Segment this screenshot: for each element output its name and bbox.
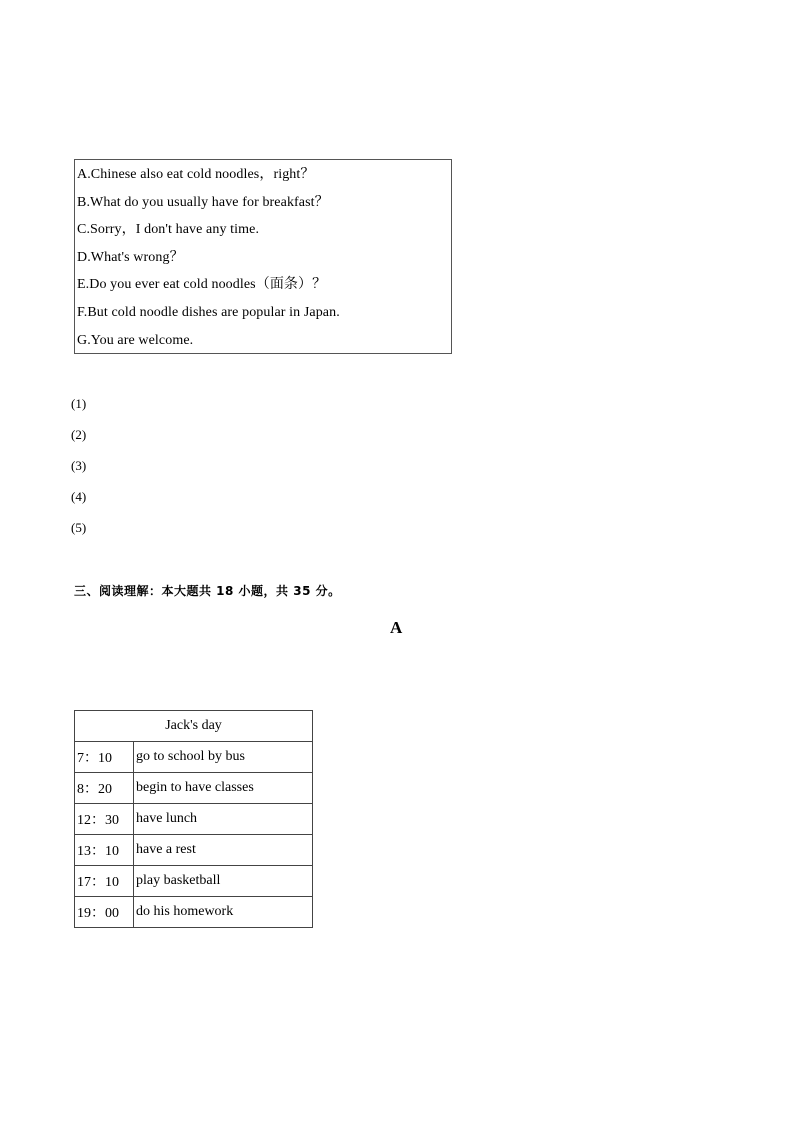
option-c: C.Sorry，I don't have any time.	[77, 222, 260, 238]
schedule-title: Jack's day	[75, 711, 313, 742]
option-d: D.What's wrong？	[77, 249, 184, 265]
option-g: G.You are welcome.	[77, 332, 194, 348]
answer-blank-4: (4)	[71, 489, 87, 504]
schedule-time: 12：30	[75, 804, 134, 835]
schedule-row	[75, 742, 313, 773]
schedule-activity: have lunch	[134, 804, 313, 835]
schedule-activity: play basketball	[134, 866, 313, 897]
schedule-row	[75, 897, 313, 928]
schedule-time: 13：10	[75, 835, 134, 866]
option-e: E.Do you ever eat cold noodles（面条）？	[77, 277, 327, 293]
options-box	[74, 159, 452, 354]
option-a: A.Chinese also eat cold noodles，right？	[77, 167, 315, 182]
schedule-row	[75, 866, 313, 897]
option-b: B.What do you usually have for breakfast？	[77, 194, 329, 210]
schedule-time: 8：20	[75, 773, 134, 804]
schedule-time: 17：10	[75, 866, 134, 897]
section-heading: 三、阅读理解：本大题共 18 小题，共 35 分。	[74, 584, 341, 598]
schedule-row	[75, 835, 313, 866]
option-f: F.But cold noodle dishes are popular in Japan.	[77, 304, 340, 320]
schedule-row	[75, 773, 313, 804]
schedule-header-row	[75, 711, 313, 742]
schedule-activity: begin to have classes	[134, 773, 313, 804]
schedule-activity: have a rest	[134, 835, 313, 866]
schedule-time: 19：00	[75, 897, 134, 928]
schedule-activity: do his homework	[134, 897, 313, 928]
answer-blank-3: (3)	[71, 458, 87, 473]
schedule-time: 7：10	[75, 742, 134, 773]
answer-blank-2: (2)	[71, 427, 87, 442]
schedule-table	[74, 710, 313, 928]
answer-blanks	[71, 395, 86, 550]
answer-blank-5: (5)	[71, 520, 87, 535]
schedule-row	[75, 804, 313, 835]
passage-letter: A	[390, 618, 403, 637]
answer-blank-1: (1)	[71, 396, 87, 411]
schedule-activity: go to school by bus	[134, 742, 313, 773]
